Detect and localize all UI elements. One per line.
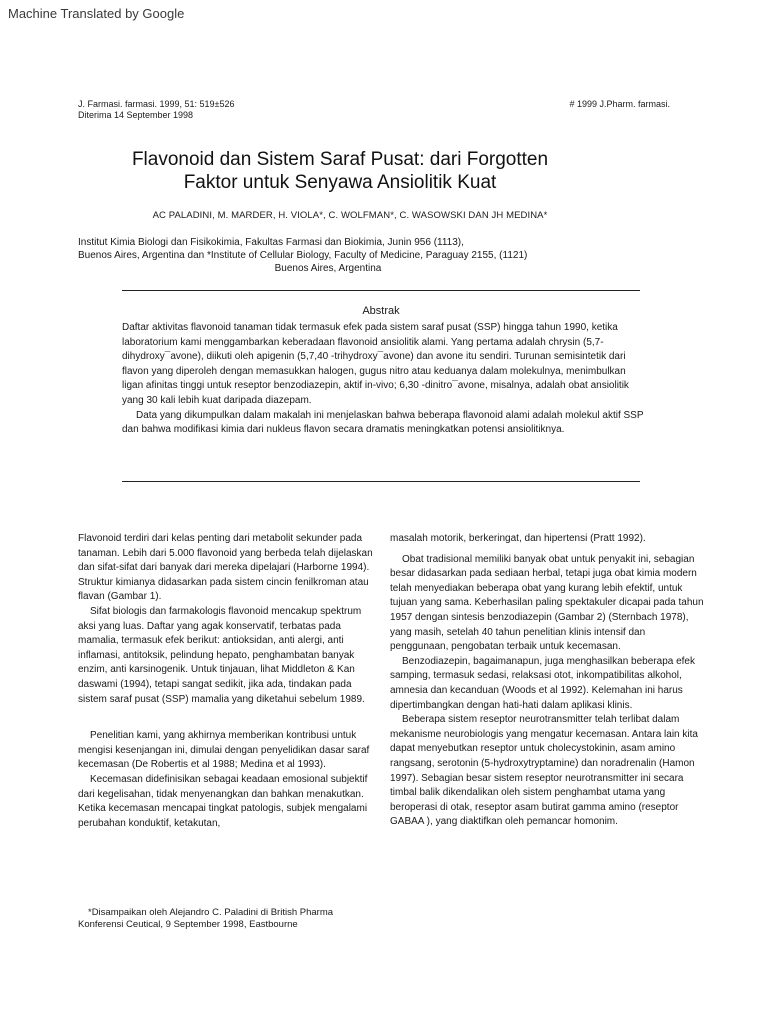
footnote bbox=[78, 907, 398, 930]
right-paragraph-2: Obat tradisional memiliki banyak obat untuk penyakit ini, sebagian besar didasarkan pada sediaan herbal, tetapi juga obat kimia modern telah menyediakan beberapa obat yang kurang lebih efektif, untuk tujuan yang sama. Keberhasilan paling spektakuler dicapai pada tahun 1957 dengan sintesis benzodiazepin (Gambar 2) (Sternbach 1978), yang masih, setelah 40 tahun penelitian klinis intensif dan penggunaan, pengobatan terbaik untuk kecemasan. bbox=[390, 553, 704, 653]
affiliation-line-3: Buenos Aires, Argentina bbox=[274, 263, 382, 274]
right-paragraph-4: Beberapa sistem reseptor neurotransmitter telah terlibat dalam mekanisme neurobiologis yang mengatur kecemasan. Antara lain kita dapat menyebutkan reseptor untuk cholecystokinin, asam amino rangsang, serotonin (5-hydroxytryptamine) dan noradrenalin (Hamon 1997). Sebagian besar sistem reseptor neurotransmitter ini secara timbal balik dikendalikan oleh sistem penghambat utama yang beroperasi di otak, reseptor asam butirat gamma amino (reseptor GABAA ), yang diaktifkan oleh pemancar homonim. bbox=[390, 714, 698, 828]
title-line-2: Faktor untuk Senyawa Ansiolitik Kuat bbox=[183, 172, 497, 193]
footnote-line-2: Konferensi Ceutical, 9 September 1998, Eastbourne bbox=[78, 918, 298, 930]
abstract-top-rule bbox=[122, 290, 640, 291]
abstract-paragraph-1: Daftar aktivitas flavonoid tanaman tidak termasuk efek pada sistem saraf pusat (SSP) hingga tahun 1990, ketika laboratorium kami menggambarkan keberadaan flavonoid ansiolitik alami. Yang pertama adalah chrysin (5,7-dihydroxy¯avone), diikuti oleh apigenin (5,7,40 -trihydroxy¯avone) dan avone itu sendiri. Turunan semisintetik dari flavon yang diperoleh dengan memasukkan halogen, gugus nitro atau keduanya dalam molekulnya, menimbulkan ligan afinitas tinggi untuk reseptor benzodiazepin, aktif in-vivo; 6,30 -dinitro¯avone, misalnya, adalah obat ansiolitik yang 30 kali lebih kuat daripada diazepam. bbox=[122, 322, 629, 406]
copyright-notice: # 1999 J.Pharm. farmasi. bbox=[569, 99, 670, 109]
abstract-bottom-rule bbox=[122, 481, 640, 482]
abstract-body bbox=[122, 321, 646, 438]
left-paragraph-2: Sifat biologis dan farmakologis flavonoid mencakup spektrum aksi yang luas. Daftar yang agak konservatif, terbatas pada mamalia, termasuk efek berikut: antioksidan, anti alergi, anti inflamasi, antitoksik, pelindung hepato, penghambatan banyak enzim, anti karsinogenik. Untuk tinjauan, lihat Middleton & Kan daswami (1994), tetapi sangat sedikit, jika ada, tindakan pada sistem saraf pusat (SSP) mamalia yang diketahui sebelum 1989. bbox=[78, 605, 365, 705]
left-paragraph-3: Penelitian kami, yang akhirnya memberikan kontribusi untuk mengisi kesenjangan ini, dimulai dengan penyelidikan dasar saraf kecemasan (De Robertis et al 1988; Medina et al 1993). bbox=[78, 730, 370, 771]
paper-title bbox=[60, 148, 620, 194]
right-paragraph-1: masalah motorik, berkeringat, dan hipertensi (Pratt 1992). bbox=[390, 533, 646, 544]
journal-header bbox=[78, 99, 235, 121]
affiliation-line-2: Buenos Aires, Argentina dan *Institute of Cellular Biology, Faculty of Medicine, Paraguay 2155, (1121) bbox=[78, 250, 528, 261]
translation-banner: Machine Translated by Google bbox=[8, 6, 185, 21]
footnote-line-1: *Disampaikan oleh Alejandro C. Paladini di British Pharma bbox=[88, 907, 334, 918]
received-date: Diterima 14 September 1998 bbox=[78, 110, 194, 120]
affiliation-line-1: Institut Kimia Biologi dan Fisikokimia, Fakultas Farmasi dan Biokimia, Junin 956 (1113), bbox=[78, 237, 464, 248]
abstract-heading: Abstrak bbox=[362, 305, 400, 317]
left-paragraph-4: Kecemasan didefinisikan sebagai keadaan emosional subjektif dari kegelisahan, tidak menyenangkan dan bahkan menakutkan. Ketika kecemasan mencapai tingkat patologis, subjek mengalami perubahan konduktif, ketakutan, bbox=[78, 773, 368, 829]
title-line-1: Flavonoid dan Sistem Saraf Pusat: dari Forgotten bbox=[131, 149, 549, 170]
abstract-paragraph-2: Data yang dikumpulkan dalam makalah ini menjelaskan bahwa beberapa flavonoid alami adalah molekul aktif SSP dan bahwa modifikasi kimia dari nukleus flavon secara dramatis meningkatkan potensi ansiolitiknya. bbox=[122, 409, 644, 436]
right-column bbox=[390, 532, 705, 830]
author-list: AC PALADINI, M. MARDER, H. VIOLA*, C. WOLFMAN*, C. WASOWSKI DAN JH MEDINA* bbox=[152, 210, 548, 221]
left-column bbox=[78, 532, 378, 831]
journal-citation: J. Farmasi. farmasi. 1999, 51: 519±526 bbox=[78, 99, 235, 109]
affiliation bbox=[78, 236, 648, 275]
left-paragraph-1: Flavonoid terdiri dari kelas penting dari metabolit sekunder pada tanaman. Lebih dari 5.000 flavonoid yang berbeda telah dijelaskan dan sifat-sifat dari banyak dari mereka dipelajari (Harborne 1994). Struktur kimianya didasarkan pada sistem cincin fenilkroman atau flavan (Gambar 1). bbox=[78, 533, 373, 603]
right-paragraph-3: Benzodiazepin, bagaimanapun, juga menghasilkan beberapa efek samping, termasuk sedasi, relaksasi otot, inkompatibilitas alkohol, amnesia dan kecanduan (Woods et al 1992). Kelemahan ini harus dipertimbangkan dengan hati-hati dalam aplikasi klinis. bbox=[390, 655, 695, 711]
